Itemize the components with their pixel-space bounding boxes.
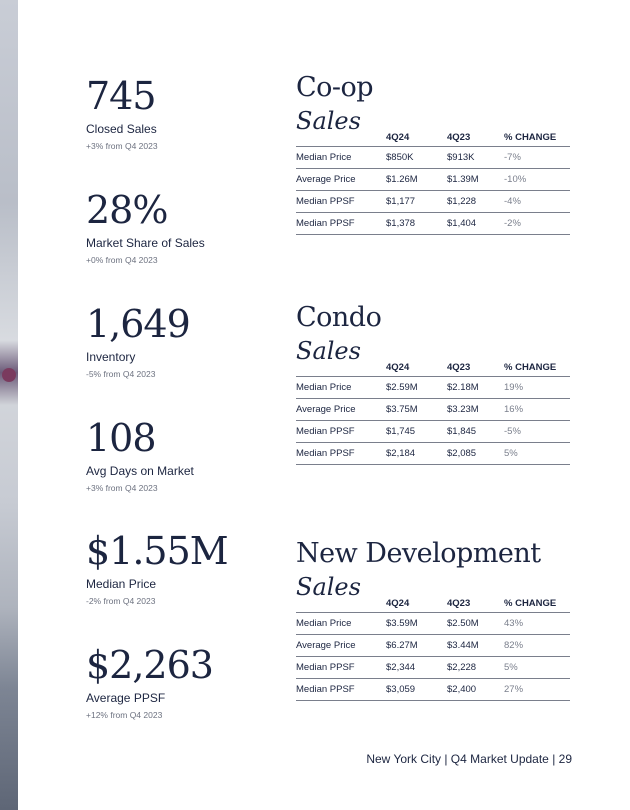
- value-4q23: $913K: [447, 147, 504, 169]
- table-row: [296, 191, 570, 213]
- section-new-development: [296, 538, 570, 695]
- value-change: -2%: [504, 213, 570, 235]
- header-change: % CHANGE: [504, 132, 557, 143]
- stat-label: Inventory: [86, 350, 136, 364]
- value-change: -10%: [504, 169, 570, 191]
- value-4q24: $1,378: [386, 213, 447, 235]
- page-footer: New York City | Q4 Market Update | 29: [366, 752, 572, 766]
- flower-decoration: [2, 368, 16, 382]
- stat-avg-days: [86, 418, 276, 494]
- header-4q23: 4Q23: [447, 598, 471, 609]
- metrics-table: [296, 146, 570, 235]
- metric-label: Average Price: [296, 399, 386, 421]
- stat-value: $2,263: [86, 643, 213, 687]
- value-change: 27%: [504, 679, 570, 701]
- value-change: 19%: [504, 377, 570, 399]
- stat-delta: -5% from Q4 2023: [86, 369, 156, 379]
- value-4q24: $3.75M: [386, 399, 447, 421]
- stat-closed-sales: [86, 76, 276, 152]
- value-change: -4%: [504, 191, 570, 213]
- value-change: 16%: [504, 399, 570, 421]
- header-change: % CHANGE: [504, 362, 557, 373]
- stat-value: $1.55M: [86, 529, 228, 573]
- stat-delta: +0% from Q4 2023: [86, 255, 158, 265]
- value-4q23: $1,228: [447, 191, 504, 213]
- value-4q23: $2,400: [447, 679, 504, 701]
- value-4q24: $1,745: [386, 421, 447, 443]
- metric-label: Median PPSF: [296, 657, 386, 679]
- value-4q23: $3.44M: [447, 635, 504, 657]
- value-change: -7%: [504, 147, 570, 169]
- value-4q23: $2,085: [447, 443, 504, 465]
- value-4q24: $3.59M: [386, 613, 447, 635]
- stat-label: Closed Sales: [86, 122, 157, 136]
- metric-label: Median PPSF: [296, 213, 386, 235]
- section-title: Co-op: [296, 72, 374, 103]
- cover-photo-strip: [0, 0, 18, 810]
- value-4q24: $1.26M: [386, 169, 447, 191]
- value-4q24: $2,344: [386, 657, 447, 679]
- value-4q24: $6.27M: [386, 635, 447, 657]
- stat-average-ppsf: [86, 645, 276, 721]
- value-change: 43%: [504, 613, 570, 635]
- table-row: [296, 679, 570, 701]
- header-4q23: 4Q23: [447, 362, 471, 373]
- value-4q24: $850K: [386, 147, 447, 169]
- value-change: -5%: [504, 421, 570, 443]
- header-4q23: 4Q23: [447, 132, 471, 143]
- stat-delta: +3% from Q4 2023: [86, 483, 158, 493]
- metric-label: Median Price: [296, 147, 386, 169]
- value-change: 5%: [504, 443, 570, 465]
- stat-value: 1,649: [86, 302, 190, 346]
- value-4q23: $1,845: [447, 421, 504, 443]
- value-4q24: $3,059: [386, 679, 447, 701]
- header-4q24: 4Q24: [386, 598, 410, 609]
- metric-label: Median Price: [296, 613, 386, 635]
- value-4q23: $2.50M: [447, 613, 504, 635]
- section-subtitle: Sales: [296, 107, 361, 135]
- section-subtitle: Sales: [296, 573, 361, 601]
- metric-label: Average Price: [296, 635, 386, 657]
- metrics-table: [296, 612, 570, 701]
- metric-label: Median Price: [296, 377, 386, 399]
- stat-label: Average PPSF: [86, 691, 166, 705]
- value-4q23: $1,404: [447, 213, 504, 235]
- metric-label: Average Price: [296, 169, 386, 191]
- stat-delta: +3% from Q4 2023: [86, 141, 158, 151]
- table-row: [296, 443, 570, 465]
- stat-label: Market Share of Sales: [86, 236, 205, 250]
- table-row: [296, 399, 570, 421]
- stat-delta: -2% from Q4 2023: [86, 596, 156, 606]
- table-row: [296, 377, 570, 399]
- table-row: [296, 635, 570, 657]
- stat-value: 108: [86, 416, 156, 460]
- header-4q24: 4Q24: [386, 362, 410, 373]
- metric-label: Median PPSF: [296, 191, 386, 213]
- value-4q23: $3.23M: [447, 399, 504, 421]
- value-4q24: $1,177: [386, 191, 447, 213]
- table-row: [296, 213, 570, 235]
- metrics-table: [296, 376, 570, 465]
- stat-value: 745: [86, 74, 156, 118]
- value-change: 82%: [504, 635, 570, 657]
- stat-label: Avg Days on Market: [86, 464, 194, 478]
- section-title: Condo: [296, 302, 382, 333]
- section-coop: [296, 72, 570, 229]
- header-4q24: 4Q24: [386, 132, 410, 143]
- value-4q23: $2,228: [447, 657, 504, 679]
- stat-value: 28%: [86, 188, 168, 232]
- stat-inventory: [86, 304, 276, 380]
- metric-label: Median PPSF: [296, 679, 386, 701]
- section-title: New Development: [296, 538, 541, 569]
- value-4q23: $1.39M: [447, 169, 504, 191]
- stat-label: Median Price: [86, 577, 157, 591]
- stat-delta: +12% from Q4 2023: [86, 710, 163, 720]
- header-change: % CHANGE: [504, 598, 557, 609]
- stat-market-share: [86, 190, 276, 266]
- metric-label: Median PPSF: [296, 443, 386, 465]
- value-4q24: $2,184: [386, 443, 447, 465]
- table-row: [296, 169, 570, 191]
- section-subtitle: Sales: [296, 337, 361, 365]
- section-condo: [296, 302, 570, 459]
- value-change: 5%: [504, 657, 570, 679]
- stat-median-price: [86, 531, 276, 607]
- value-4q23: $2.18M: [447, 377, 504, 399]
- value-4q24: $2.59M: [386, 377, 447, 399]
- table-row: [296, 613, 570, 635]
- table-row: [296, 147, 570, 169]
- table-row: [296, 657, 570, 679]
- metric-label: Median PPSF: [296, 421, 386, 443]
- table-row: [296, 421, 570, 443]
